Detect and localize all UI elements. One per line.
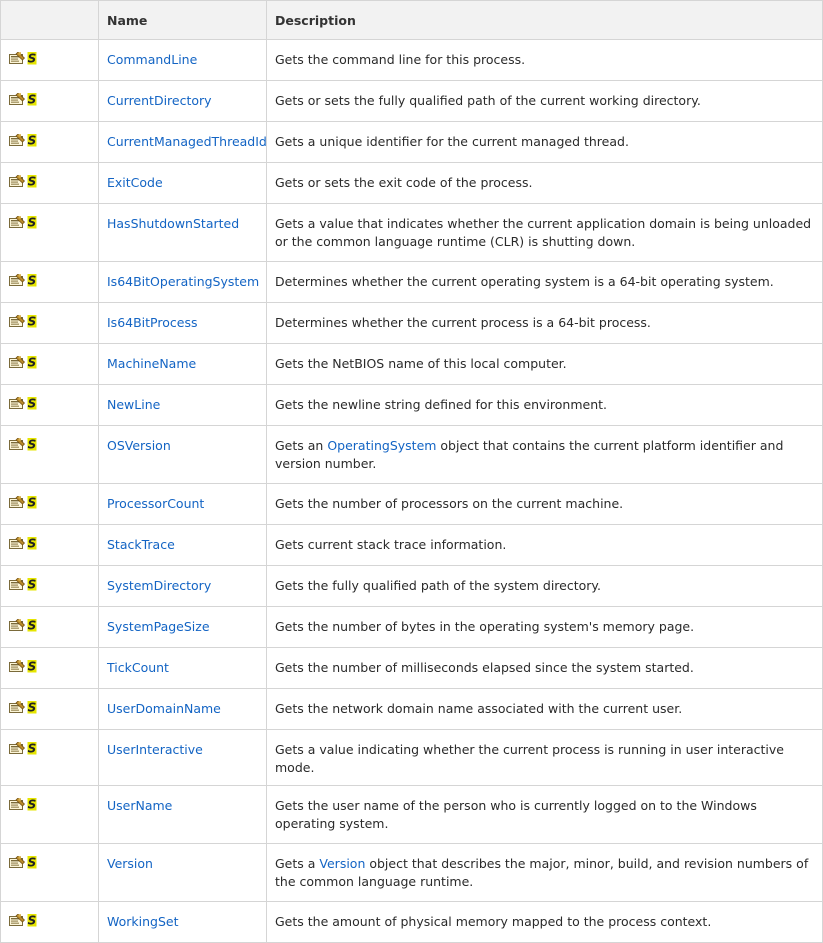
static-icon [27,913,37,927]
static-icon [27,314,37,328]
member-name-link[interactable]: UserDomainName [107,701,221,716]
property-icon [9,397,25,410]
svg-text:S: S [27,536,37,550]
member-name-cell [99,689,267,730]
svg-text:S: S [27,913,37,927]
members-body [1,40,823,943]
svg-text:S: S [27,437,37,451]
property-icon [9,175,25,188]
table-row [1,689,823,730]
property-icon [9,356,25,369]
static-icon [27,355,37,369]
member-icons-cell [1,163,99,204]
member-name-cell [99,525,267,566]
member-name-link[interactable]: OSVersion [107,438,171,453]
table-row [1,607,823,648]
svg-text:S: S [27,618,37,632]
member-name-link[interactable]: UserInteractive [107,742,203,757]
member-icons-cell [1,385,99,426]
property-icon [9,701,25,714]
member-description-cell: Gets the number of bytes in the operating system's memory page. [267,607,823,648]
svg-text:S: S [27,495,37,509]
svg-text:S: S [27,314,37,328]
static-icon [27,577,37,591]
member-description-cell: Gets or sets the fully qualified path of the current working directory. [267,81,823,122]
member-icons-cell [1,786,99,844]
member-description-cell: Gets a value indicating whether the current process is running in user interactive mode. [267,730,823,786]
member-icons-cell [1,303,99,344]
static-icon [27,215,37,229]
member-name-link[interactable]: Version [107,856,153,871]
member-name-cell [99,204,267,262]
table-row [1,81,823,122]
member-name-cell [99,81,267,122]
member-icons-cell [1,204,99,262]
member-name-link[interactable]: StackTrace [107,537,175,552]
member-name-cell [99,484,267,525]
member-name-link[interactable]: ExitCode [107,175,163,190]
member-description-cell [267,844,823,902]
svg-text:S: S [27,741,37,755]
svg-text:S: S [27,797,37,811]
table-row [1,844,823,902]
member-name-cell [99,607,267,648]
table-row [1,204,823,262]
member-description-cell: Gets the number of milliseconds elapsed since the system started. [267,648,823,689]
member-name-link[interactable]: Is64BitProcess [107,315,198,330]
member-description-cell: Determines whether the current operating system is a 64-bit operating system. [267,262,823,303]
member-description-cell: Gets the amount of physical memory mapped to the process context. [267,902,823,943]
member-name-cell [99,163,267,204]
table-row [1,902,823,943]
member-icons-cell [1,902,99,943]
static-icon [27,495,37,509]
svg-text:S: S [27,659,37,673]
member-name-cell [99,730,267,786]
member-icons-cell [1,689,99,730]
svg-text:S: S [27,51,37,65]
member-name-cell [99,262,267,303]
member-name-link[interactable]: MachineName [107,356,197,371]
property-icon [9,660,25,673]
table-row [1,303,823,344]
table-row [1,163,823,204]
static-icon [27,741,37,755]
table-row [1,122,823,163]
property-icon [9,134,25,147]
header-description-column: Description [267,1,823,40]
member-description-cell: Gets a unique identifier for the current managed thread. [267,122,823,163]
member-description-cell: Gets the command line for this process. [267,40,823,81]
svg-text:S: S [27,92,37,106]
member-name-link[interactable]: UserName [107,798,173,813]
static-icon [27,618,37,632]
table-row [1,262,823,303]
description-type-link[interactable]: OperatingSystem [327,438,437,453]
member-description-cell: Gets the network domain name associated with the current user. [267,689,823,730]
member-name-cell [99,385,267,426]
static-icon [27,797,37,811]
member-name-cell [99,844,267,902]
member-name-link[interactable]: CommandLine [107,52,198,67]
property-icon [9,798,25,811]
member-description-cell: Gets or sets the exit code of the process. [267,163,823,204]
member-icons-cell [1,844,99,902]
member-icons-cell [1,81,99,122]
svg-text:S: S [27,215,37,229]
property-icon [9,216,25,229]
member-icons-cell [1,344,99,385]
member-name-cell [99,344,267,385]
svg-text:S: S [27,396,37,410]
table-row [1,484,823,525]
static-icon [27,133,37,147]
property-icon [9,274,25,287]
table-row [1,40,823,81]
header-icon-column [1,1,99,40]
property-icon [9,537,25,550]
table-row [1,730,823,786]
property-icon [9,742,25,755]
member-description-cell: Gets the user name of the person who is currently logged on to the Windows operating system. [267,786,823,844]
table-row [1,648,823,689]
svg-text:S: S [27,577,37,591]
header-row [1,1,823,40]
static-icon [27,396,37,410]
description-type-link[interactable]: Version [319,856,366,871]
static-icon [27,536,37,550]
member-icons-cell [1,262,99,303]
description-text: object that contains the current platform identifier and version number. [275,438,784,471]
static-icon [27,659,37,673]
member-name-cell [99,566,267,607]
svg-text:S: S [27,133,37,147]
member-icons-cell [1,122,99,163]
member-icons-cell [1,648,99,689]
property-icon [9,914,25,927]
member-name-link[interactable]: TickCount [107,660,169,675]
member-icons-cell [1,426,99,484]
table-row [1,385,823,426]
member-description-cell: Gets the NetBIOS name of this local computer. [267,344,823,385]
property-icon [9,578,25,591]
table-row [1,525,823,566]
property-icon [9,93,25,106]
member-name-link[interactable]: NewLine [107,397,161,412]
member-icons-cell [1,607,99,648]
property-icon [9,438,25,451]
member-name-cell [99,902,267,943]
property-icon [9,52,25,65]
static-icon [27,437,37,451]
description-text: Gets a [275,856,320,871]
svg-text:S: S [27,355,37,369]
member-name-link[interactable]: SystemDirectory [107,578,212,593]
svg-text:S: S [27,700,37,714]
member-name-link[interactable]: Is64BitOperatingSystem [107,274,260,289]
member-description-cell: Gets the fully qualified path of the system directory. [267,566,823,607]
table-row [1,566,823,607]
property-icon [9,619,25,632]
member-name-link[interactable]: HasShutdownStarted [107,216,240,231]
member-name-cell [99,426,267,484]
member-name-link[interactable]: CurrentDirectory [107,93,212,108]
property-icon [9,856,25,869]
member-description-cell: Gets the newline string defined for this environment. [267,385,823,426]
svg-text:S: S [27,855,37,869]
member-name-link[interactable]: WorkingSet [107,914,179,929]
member-icons-cell [1,566,99,607]
member-description-cell: Gets a value that indicates whether the current application domain is being unloaded or the common language runtime (CLR) is shutting down. [267,204,823,262]
member-name-link[interactable]: SystemPageSize [107,619,210,634]
svg-text:S: S [27,174,37,188]
member-icons-cell [1,525,99,566]
member-name-cell [99,648,267,689]
svg-text:S: S [27,273,37,287]
member-icons-cell [1,484,99,525]
table-row [1,786,823,844]
description-text: object that describes the major, minor, build, and revision numbers of the common language runtime. [275,856,809,889]
member-name-cell [99,40,267,81]
table-row [1,426,823,484]
static-icon [27,92,37,106]
member-icons-cell [1,40,99,81]
member-description-cell: Gets the number of processors on the current machine. [267,484,823,525]
property-icon [9,496,25,509]
member-name-cell [99,303,267,344]
member-name-cell [99,786,267,844]
header-name-column: Name [99,1,267,40]
member-name-cell [99,122,267,163]
member-description-cell: Determines whether the current process is a 64-bit process. [267,303,823,344]
static-icon [27,51,37,65]
static-icon [27,855,37,869]
member-description-cell [267,426,823,484]
member-icons-cell [1,730,99,786]
static-icon [27,273,37,287]
static-icon [27,174,37,188]
member-name-link[interactable]: CurrentManagedThreadId [107,134,267,149]
table-row [1,344,823,385]
property-icon [9,315,25,328]
static-icon [27,700,37,714]
member-name-link[interactable]: ProcessorCount [107,496,205,511]
member-description-cell: Gets current stack trace information. [267,525,823,566]
description-text: Gets an [275,438,328,453]
